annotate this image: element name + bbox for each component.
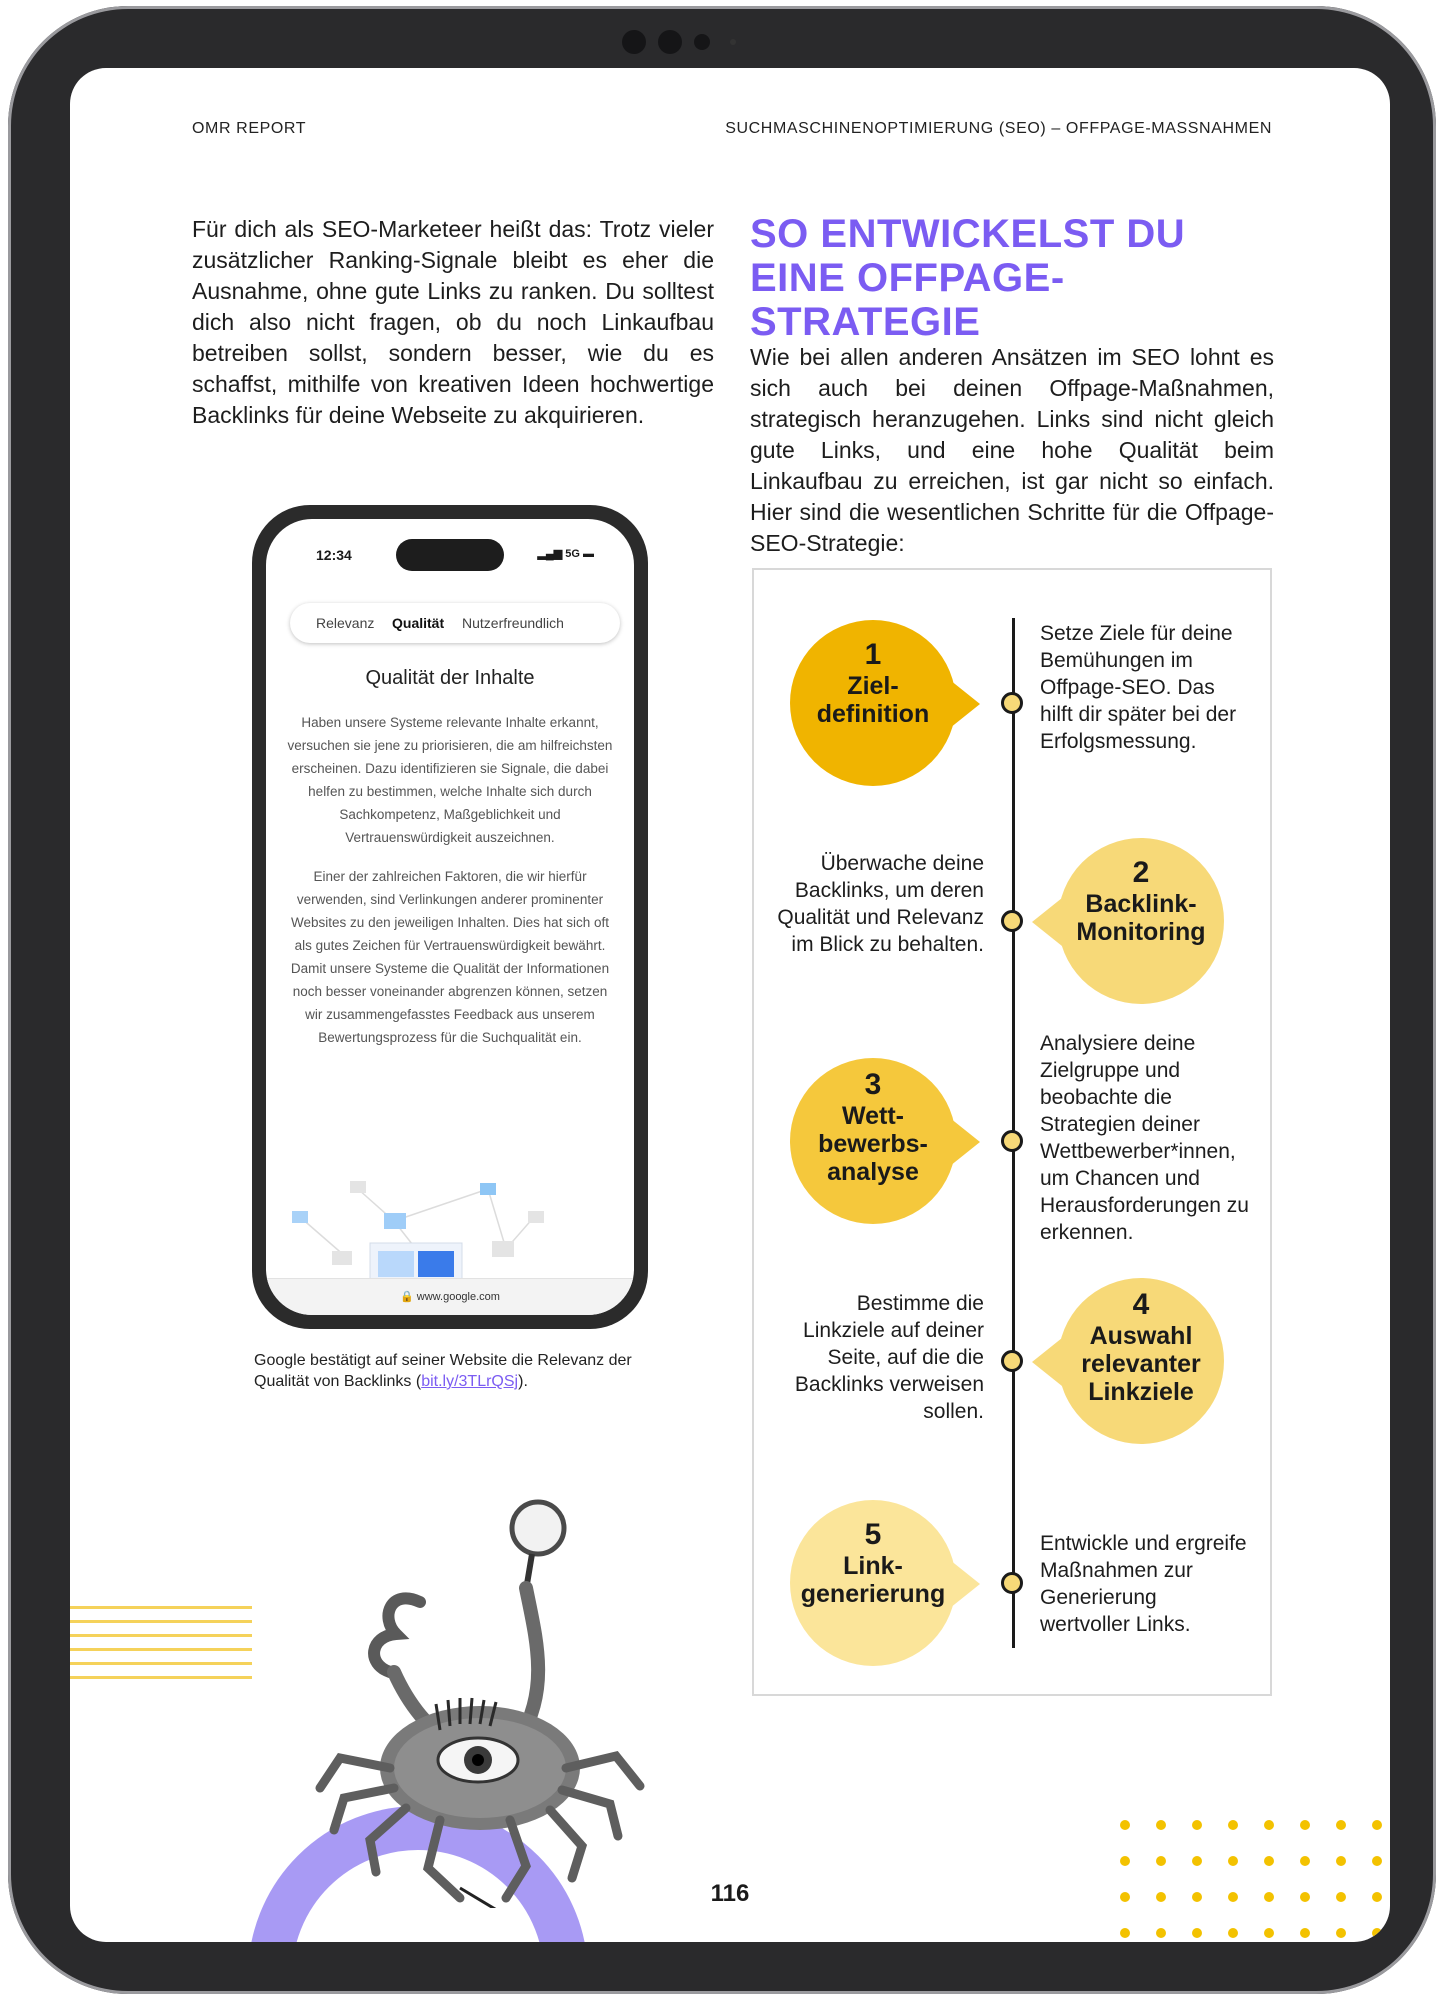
network-label: 5G: [565, 548, 580, 560]
step-1-bubble: [790, 620, 956, 786]
camera-bar: [618, 20, 790, 60]
bubble-tail: [950, 680, 980, 728]
decorative-dot: [1264, 1820, 1274, 1830]
tablet-frame: [8, 6, 1436, 1994]
decorative-dot: [1228, 1928, 1238, 1938]
step-number: 4: [1132, 1288, 1150, 1321]
decorative-dot: [1264, 1856, 1274, 1866]
network-illustration: [266, 1169, 634, 1289]
decorative-dot: [1372, 1820, 1382, 1830]
step-5-bubble: [790, 1500, 956, 1666]
timeline-node: [1001, 910, 1023, 932]
decorative-dot: [1300, 1820, 1310, 1830]
tab-relevanz[interactable]: Relevanz: [316, 615, 375, 631]
bubble-tail: [1032, 1338, 1062, 1386]
status-bar: ▂▄▆ 5G ▬: [537, 548, 594, 560]
step-5-description: Entwickle und ergreife Maßnahmen zur Generierung wertvoller Links.: [1040, 1532, 1247, 1636]
decorative-dot: [1372, 1856, 1382, 1866]
section-headline: SO ENTWICKELST DU EINE OFFPAGE-STRATEGIE: [750, 212, 1186, 344]
dynamic-island: [396, 539, 504, 571]
phone-url-bar[interactable]: 🔒 www.google.com: [266, 1278, 634, 1315]
page-screen: [70, 68, 1390, 1942]
phone-heading: Qualität der Inhalte: [365, 667, 535, 689]
step-number: 1: [864, 638, 882, 671]
status-time: 12:34: [316, 547, 352, 563]
step-label: Wett- bewerbs- analyse: [818, 1102, 928, 1186]
timeline-node: [1001, 1350, 1023, 1372]
decorative-dot: [1336, 1856, 1346, 1866]
decorative-dot: [1120, 1928, 1130, 1938]
step-1-description: Setze Ziele für deine Bemühungen im Offpage-SEO. Das hilft dir später bei der Erfolgsmessung.: [1040, 622, 1237, 753]
decorative-dot: [1228, 1820, 1238, 1830]
sensor-icon: [730, 39, 736, 45]
decorative-dot: [1120, 1856, 1130, 1866]
decorative-dot: [1192, 1820, 1202, 1830]
decorative-dot: [1120, 1820, 1130, 1830]
step-label: Auswahl relevanter Linkziele: [1081, 1322, 1201, 1406]
decorative-dot: [1300, 1928, 1310, 1938]
decorative-dot: [1192, 1856, 1202, 1866]
phone-screen: [266, 519, 634, 1315]
step-2-description: Überwache deine Backlinks, um deren Qualität und Relevanz im Blick zu behalten.: [777, 852, 984, 956]
decorative-dot: [1156, 1820, 1166, 1830]
lead-paragraph: Wie bei allen anderen Ansätzen im SEO lohnt es sich auch bei deinen Offpage-Maßnahmen, strategisch heranzugehen. Links sind nicht gleich gute Links, und eine hohe Qualität beim Linkaufbau zu erreichen, ist gar nicht so einfach. Hier sind die wesentlichen Schritte für die Offpage-SEO-Strategie:: [750, 344, 1274, 556]
decorative-dot: [1228, 1856, 1238, 1866]
timeline-node: [1001, 1572, 1023, 1594]
decorative-dot: [1336, 1820, 1346, 1830]
timeline-node: [1001, 1130, 1023, 1152]
decorative-stripes: [70, 1606, 252, 1690]
step-4-description: Bestimme die Linkziele auf deiner Seite, auf die die Backlinks verweisen sollen.: [794, 1292, 984, 1423]
step-3-description: Analysiere deine Zielgruppe und beobachte die Strategien deiner Wettbewerber*innen, um Chancen und Herausforderungen zu erkennen.: [1040, 1032, 1249, 1244]
crab-illustration: [310, 1468, 670, 1908]
step-number: 2: [1132, 856, 1150, 889]
camera-icon: [658, 30, 682, 54]
tab-nutzerfreundlich[interactable]: Nutzerfreundlich: [462, 615, 564, 631]
url-text: www.google.com: [416, 1291, 500, 1303]
caption-text: Google bestätigt auf seiner Website die Relevanz der Qualität von Backlinks (: [254, 1352, 632, 1390]
bubble-tail: [950, 1118, 980, 1166]
bubble-tail: [950, 1560, 980, 1608]
timeline-node: [1001, 692, 1023, 714]
step-label: Link- generierung: [800, 1552, 946, 1608]
sensor-icon: [694, 34, 710, 50]
step-2-bubble: [1058, 838, 1224, 1004]
camera-icon: [622, 30, 646, 54]
report-label: OMR REPORT: [192, 120, 307, 137]
step-number: 5: [864, 1518, 882, 1551]
bubble-tail: [1032, 898, 1062, 946]
step-3-bubble: [790, 1058, 956, 1224]
intro-paragraph: Für dich als SEO-Marketeer heißt das: Trotz vieler zusätzlicher Ranking-Signale bleibt es eher die Ausnahme, ohne gute Links zu ranken. Du solltest dich also nicht fragen, ob du noch Linkaufbau betreiben sollst, sondern besser, wie du es schaffst, mithilfe von kreativen Ideen hochwertige Backlinks für deine Webseite zu akquirieren.: [192, 216, 714, 428]
step-number: 3: [864, 1068, 882, 1101]
tab-qualitaet[interactable]: Qualität: [392, 615, 445, 631]
step-label: Backlink- Monitoring: [1076, 890, 1206, 946]
section-label: SUCHMASCHINENOPTIMIERUNG (SEO) – OFFPAGE-MASSNAHMEN: [725, 120, 1272, 137]
step-4-bubble: [1058, 1278, 1224, 1444]
decorative-dot: [1156, 1856, 1166, 1866]
step-label: Ziel- definition: [816, 672, 930, 728]
strategy-steps-box: [752, 568, 1272, 1696]
decorative-dot: [1192, 1928, 1202, 1938]
page-number: 116: [710, 1880, 750, 1907]
image-caption: [254, 1350, 674, 1392]
decorative-dot: [1372, 1928, 1382, 1938]
phone-mockup: [252, 505, 648, 1329]
tab-bar: [290, 603, 620, 643]
caption-link[interactable]: bit.ly/3TLrQSj: [421, 1373, 519, 1390]
caption-end: ).: [518, 1373, 528, 1390]
phone-paragraph: Einer der zahlreichen Faktoren, die wir hierfür verwenden, sind Verlinkungen anderer prominenter Websites zu den jeweiligen Inhalten. Dies hat sich oft als gutes Zeichen für Vertrauenswürdigkeit bewährt. Damit unsere Systeme die Qualität der Informationen noch besser voneinander abgrenzen können, setzen wir zusammengefasstes Feedback aus unserem Bewertungsprozess für die Suchqualität ein.: [290, 869, 610, 1045]
decorative-dot: [1336, 1928, 1346, 1938]
decorative-dot: [1264, 1928, 1274, 1938]
decorative-dot: [1156, 1928, 1166, 1938]
phone-paragraph: Haben unsere Systeme relevante Inhalte erkannt, versuchen sie jene zu priorisieren, die am hilfreichsten erscheinen. Dazu identifizieren sie Signale, die dabei helfen zu bestimmen, welche Inhalte sich durch Sachkompetenz, Maßgeblichkeit und Vertrauenswürdigkeit auszeichnen.: [287, 715, 613, 845]
decorative-dot: [1300, 1856, 1310, 1866]
